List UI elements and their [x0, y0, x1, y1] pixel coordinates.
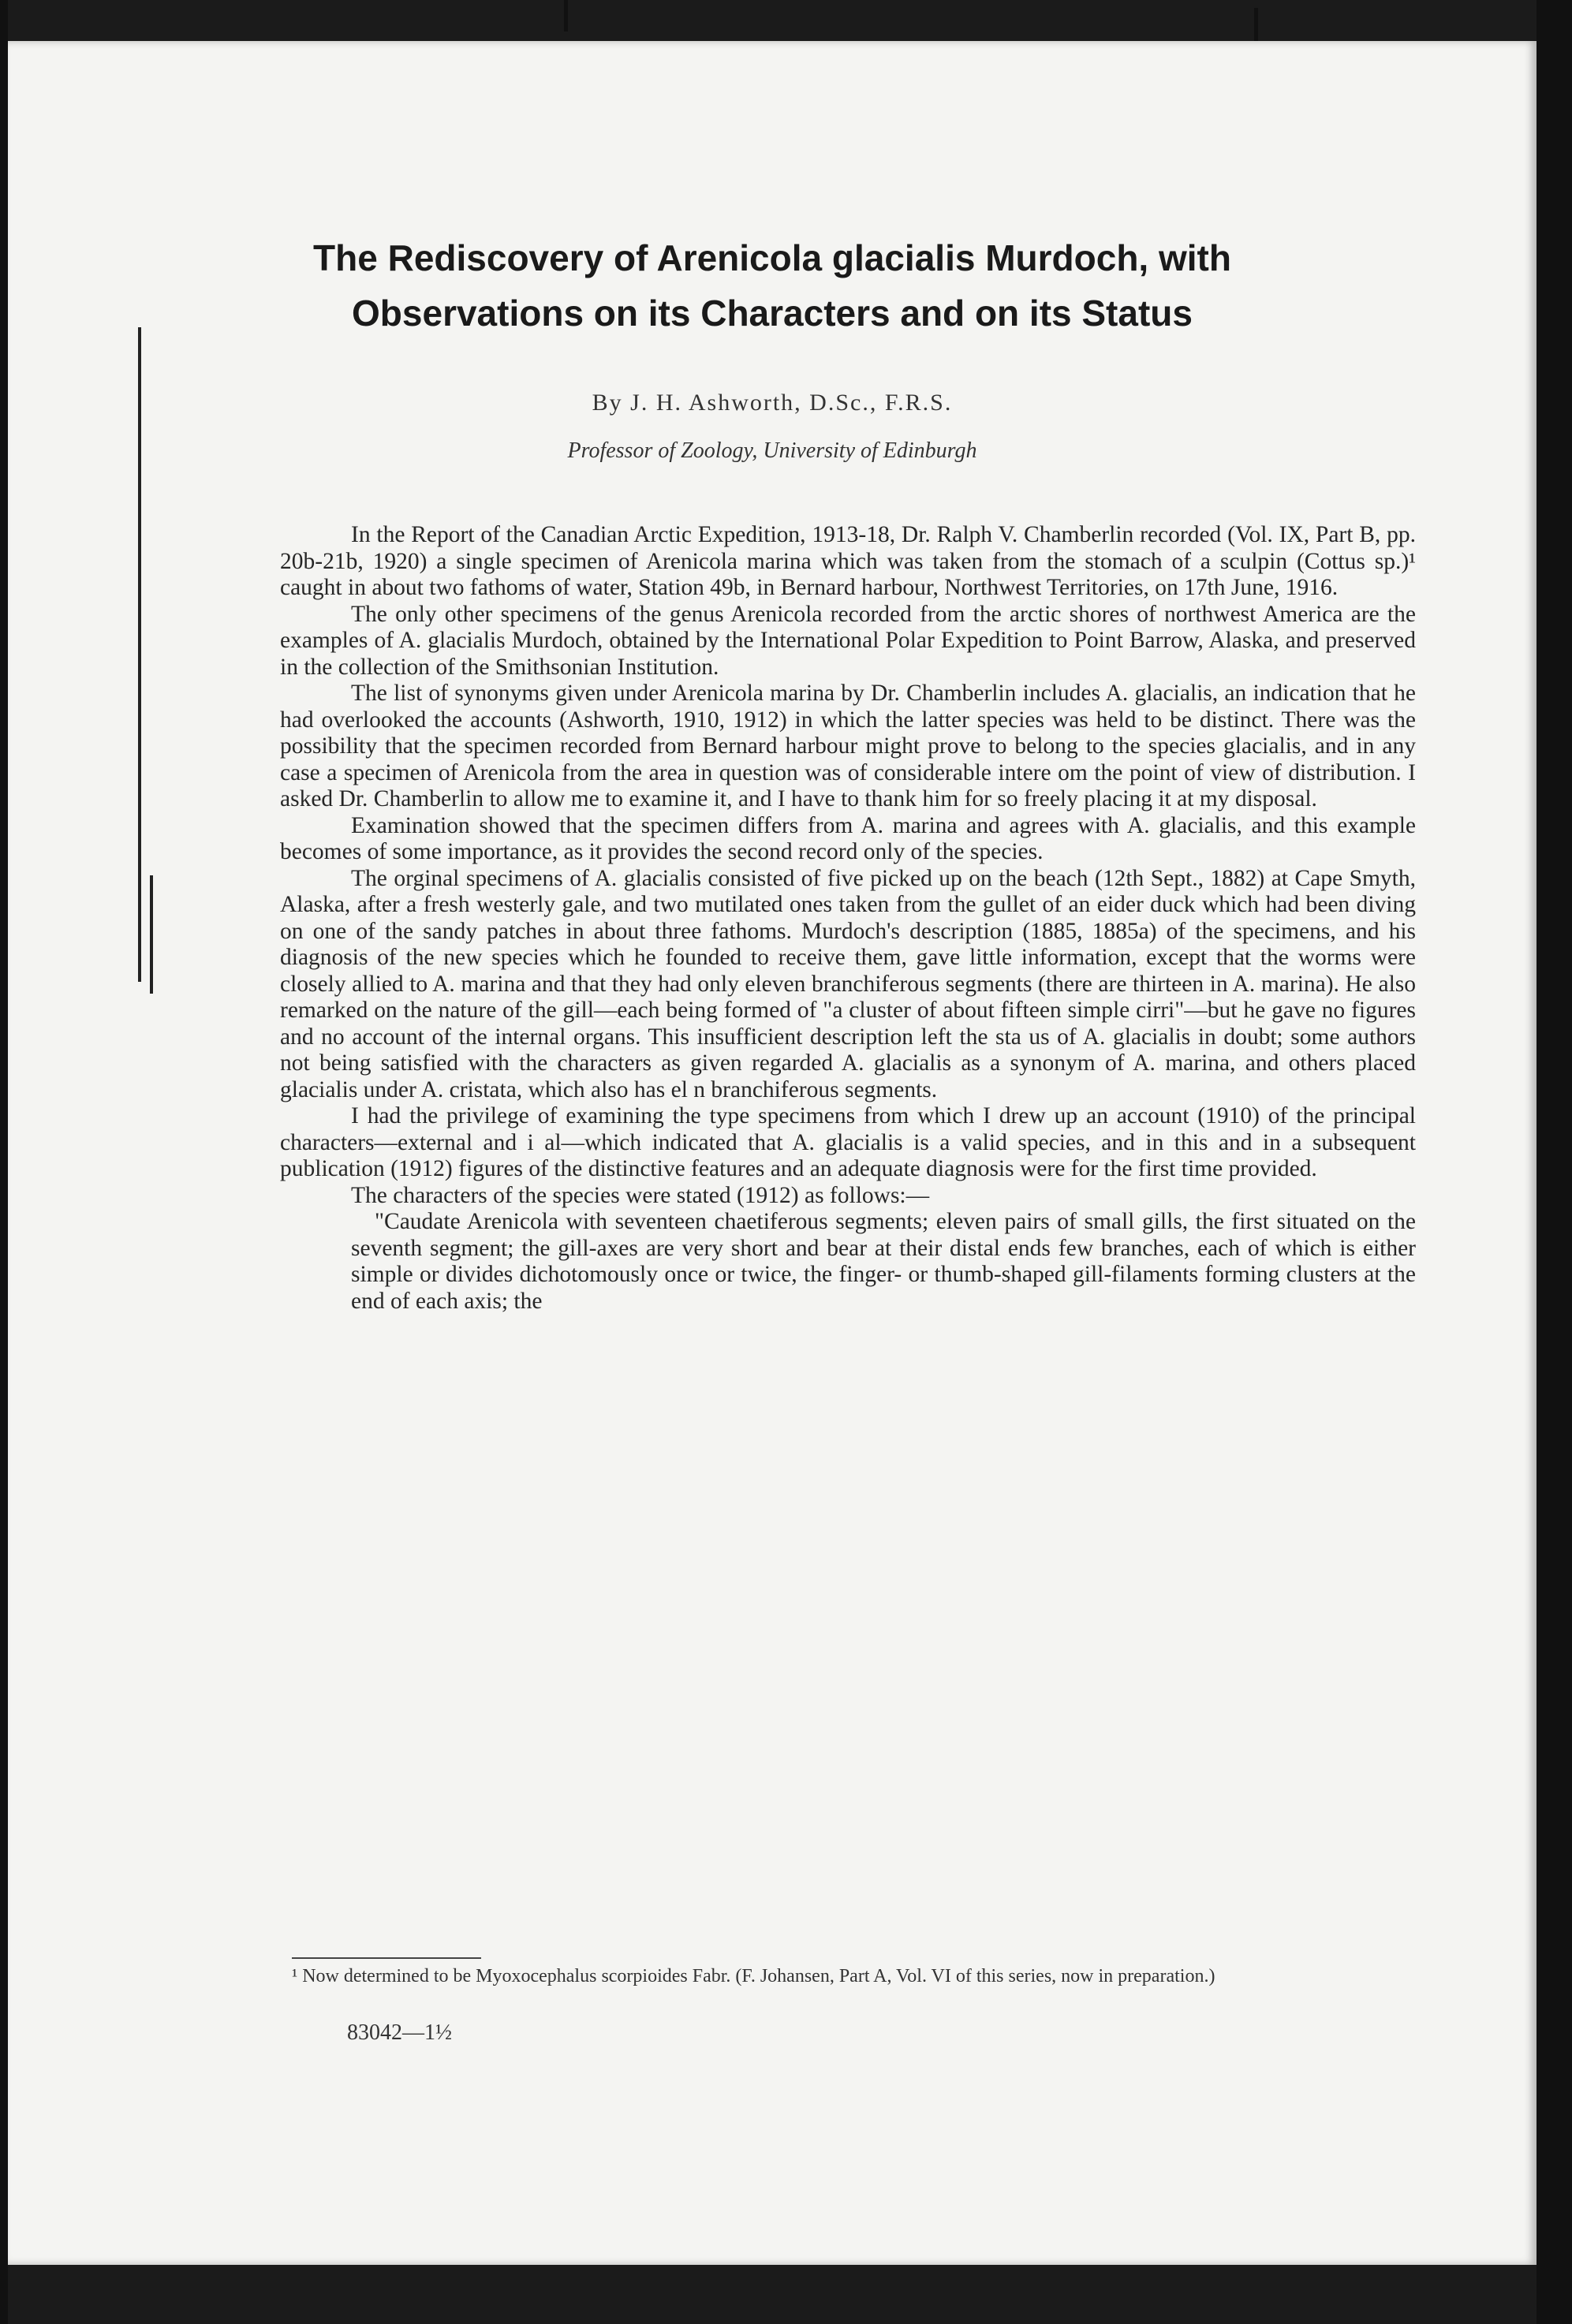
- title-line-1: The Rediscovery of Arenicola glacialis Murdoch, with: [313, 237, 1231, 278]
- paragraph-3: The list of synonyms given under Arenicola marina by Dr. Chamberlin includes A. glacialis, an indication that he had overlooked the accounts (Ashworth, 1910, 1912) in which the latter species was held to be distinct. There was the possibility that the specimen recorded from Bernard harbour might prove to belong to the species glacialis, and in any case a specimen of Arenicola from the area in question was of considerable intere om the point of view of distribution. I asked Dr. Chamberlin to allow me to examine it, and I have to thank him for so freely placing it at my disposal.: [280, 681, 1416, 811]
- margin-mark: [150, 875, 153, 994]
- printer-code: 83042—1½: [347, 2020, 452, 2045]
- paragraph-5: The orginal specimens of A. glacialis consisted of five picked up on the beach (12th Sept., 1882) at Cape Smyth, Alaska, after a fresh westerly gale, and two mutilated ones taken from the gullet of an eider duck which had been diving on one of the sandy patches in about three fathoms. Murdoch's description (1885, 1885a) of the specimens, and his diagnosis of the new species which he founded to receive them, gave little information, except that the worms were closely allied to A. marina and that they had only eleven branchiferous segments (there are thirteen in A. marina). He also remarked on the nature of the gill—each being formed of "a cluster of about fifteen simple cirri"—but he gave no figures and no account of the internal organs. This insufficient description left the sta us of A. glacialis in doubt; some authors not being satisfied with the characters as given regarded A. glacialis as a synonym of A. marina, and others placed glacialis under A. cristata, which also has el n branchiferous segments.: [280, 865, 1416, 1102]
- author-byline: By J. H. Ashworth, D.Sc., F.R.S.: [592, 390, 953, 416]
- top-mark: [564, 0, 568, 32]
- left-scan-edge: [0, 0, 8, 2324]
- article-title: [8, 230, 1537, 341]
- top-mark: [1254, 8, 1258, 41]
- quoted-diagnosis: "Caudate Arenicola with seventeen chaetiferous segments; eleven pairs of small gills, the first situated on the seventh segment; the gill-axes are very short and bear at their distal ends few branches, each of which is either simple or divides dichotomously once or twice, the finger- or thumb-shaped gill-filaments forming clusters at the end of each axis; the: [351, 1209, 1416, 1314]
- title-line-2: Observations on its Characters and on its Status: [352, 293, 1193, 334]
- paragraph-1: In the Report of the Canadian Arctic Expedition, 1913-18, Dr. Ralph V. Chamberlin recorded (Vol. IX, Part B, pp. 20b-21b, 1920) a single specimen of Arenicola marina which was taken from the stomach of a sculpin (Cottus sp.)¹ caught in about two fathoms of water, Station 49b, in Bernard harbour, Northwest Territories, on 17th June, 1916.: [280, 522, 1416, 600]
- footnote-rule: [292, 1957, 481, 1959]
- right-scan-edge: [1537, 0, 1572, 2324]
- footnote: ¹ Now determined to be Myoxocephalus scorpioides Fabr. (F. Johansen, Part A, Vol. VI of this series, now in preparation.): [292, 1966, 1215, 1986]
- author-affiliation: Professor of Zoology, University of Edinburgh: [567, 438, 977, 463]
- paragraph-7: The characters of the species were stated (1912) as follows:—: [351, 1182, 930, 1208]
- paragraph-6: I had the privilege of examining the type specimens from which I drew up an account (1910) of the principal characters—external and i al—which indicated that A. glacialis is a valid species, and in this and in a subsequent publication (1912) figures of the distinctive features and an adequate diagnosis were for the first time provided.: [280, 1103, 1416, 1181]
- margin-mark: [138, 327, 141, 982]
- article-body: [280, 522, 1416, 1315]
- paragraph-2: The only other specimens of the genus Arenicola recorded from the arctic shores of northwest America are the examples of A. glacialis Murdoch, obtained by the International Polar Expedition to Point Barrow, Alaska, and preserved in the collection of the Smithsonian Institution.: [280, 601, 1416, 680]
- paragraph-4: Examination showed that the specimen differs from A. marina and agrees with A. glacialis, and this example becomes of some importance, as it provides the second record only of the species.: [280, 812, 1416, 864]
- page-sheet: [8, 41, 1537, 2265]
